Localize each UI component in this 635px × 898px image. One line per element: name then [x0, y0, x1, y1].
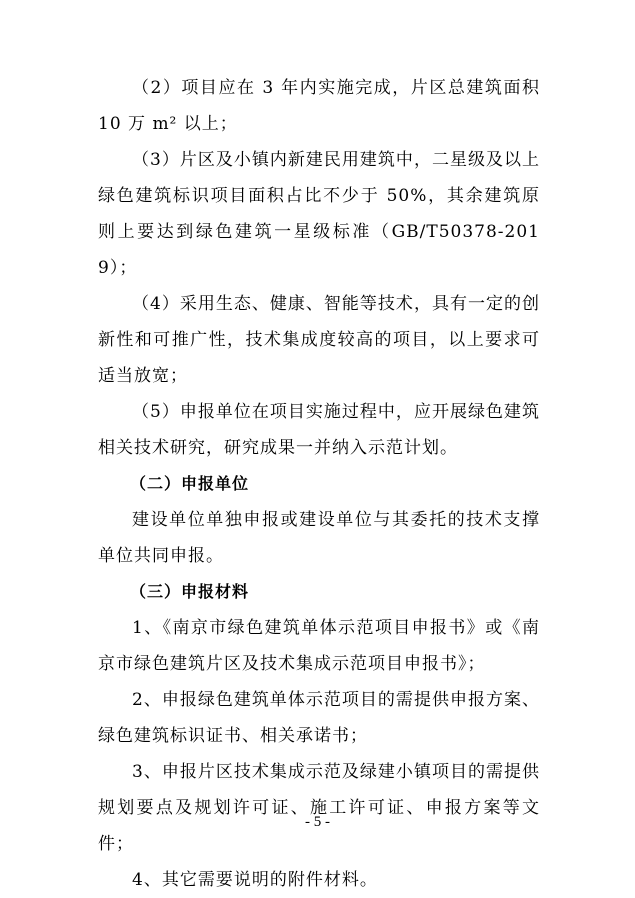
paragraph-item-4: （4）采用生态、健康、智能等技术，具有一定的创新性和可推广性，技术集成度较高的项目，以上要求可适当放宽；	[98, 294, 540, 386]
materials-item-1: 1、《南京市绿色建筑单体示范项目申报书》或《南京市绿色建筑片区及技术集成示范项目申报书》；	[98, 618, 540, 674]
paragraph-applicant: 建设单位单独申报或建设单位与其委托的技术支撑单位共同申报。	[98, 510, 540, 566]
section-heading-applicant: （二）申报单位	[130, 474, 250, 493]
paragraph-item-3: （3）片区及小镇内新建民用建筑中，二星级及以上绿色建筑标识项目面积占比不少于 50%，其余建筑原则上要达到绿色建筑一星级标准（GB/T50378-2019）；	[98, 150, 540, 278]
paragraph-item-5: （5）申报单位在项目实施过程中，应开展绿色建筑相关技术研究，研究成果一并纳入示范计划。	[98, 402, 540, 458]
document-body	[98, 70, 540, 898]
materials-item-4: 4、其它需要说明的附件材料。	[132, 870, 378, 890]
page-number: - 5 -	[305, 814, 330, 830]
materials-item-2: 2、申报绿色建筑单体示范项目的需提供申报方案、绿色建筑标识证书、相关承诺书；	[98, 690, 540, 746]
paragraph-item-2: （2）项目应在 3 年内实施完成，片区总建筑面积 10 万 m² 以上；	[98, 78, 540, 134]
materials-item-3: 3、申报片区技术集成示范及绿建小镇项目的需提供规划要点及规划许可证、施工许可证、申报方案等文件；	[98, 762, 540, 854]
section-heading-materials: （三）申报材料	[130, 582, 250, 601]
